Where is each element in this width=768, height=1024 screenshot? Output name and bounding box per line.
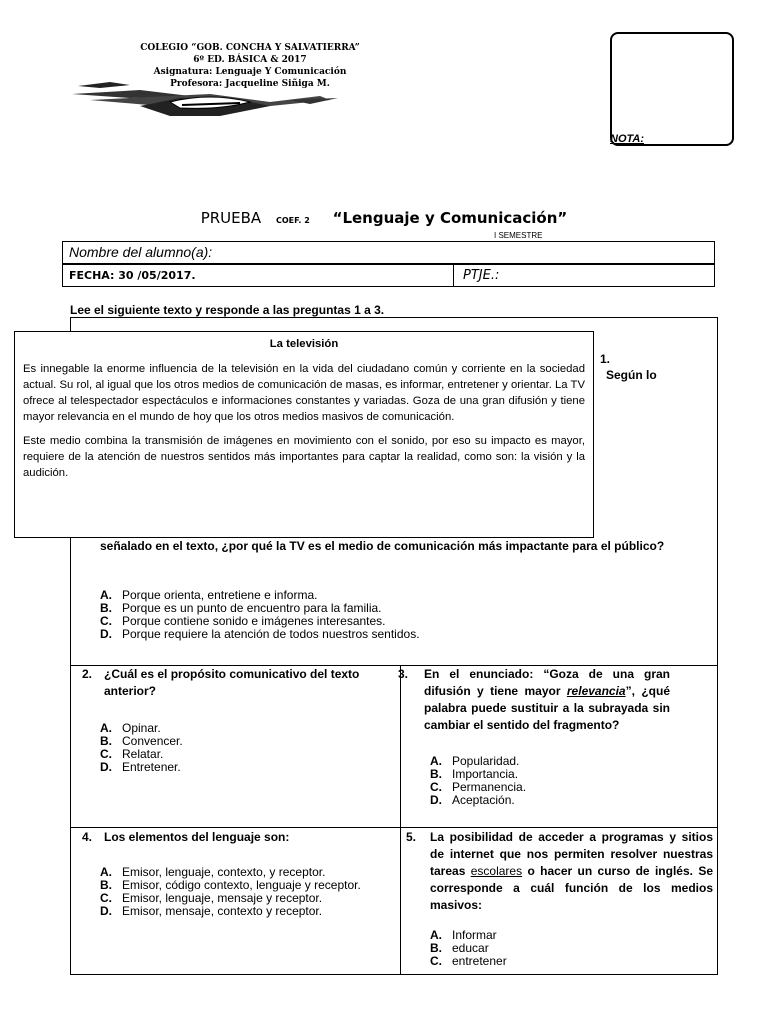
q5-option-c[interactable]: C. entretener bbox=[430, 954, 507, 968]
question-1-text: señalado en el texto, ¿por qué la TV es el medio de comunicación más impactante para el público? bbox=[100, 539, 665, 553]
q4-options bbox=[100, 866, 361, 918]
q4-option-d[interactable]: D. Emisor, mensaje, contexto y receptor. bbox=[100, 904, 323, 918]
q3-option-c[interactable]: C. Permanencia. bbox=[430, 780, 527, 794]
q1-number: 1. bbox=[600, 352, 611, 366]
grade-year: 6º ED. BÁSICA & 2017 bbox=[193, 55, 307, 65]
date-row bbox=[62, 264, 715, 287]
reading-paragraph-1: Es innegable la enorme influencia de la televisión en la vida del ciudadano común y corriente en la sociedad actual. Su rol, al igual que los otros medios de comunicación de masas, es informar, entretener y orientar. La TV ofrece al telespectador espectáculos e informaciones constantes y variadas. Goza de una gran difusión y tiene mayor relevancia en el mundo de hoy que los otros medios masivos de comunicación. bbox=[23, 363, 585, 423]
reading-paragraph-2: Este medio combina la transmisión de imágenes en movimiento con el sonido, por eso su impacto es mayor, requiere de la atención de nuestros sentidos más importantes para captar la realidad, como son: la visión y la audición. bbox=[23, 435, 585, 479]
teacher-line: Profesora: Jacqueline Siñiga M. bbox=[170, 79, 330, 89]
q1-option-b[interactable]: B. Porque es un punto de encuentro para la familia. bbox=[100, 601, 382, 615]
q1-option-d[interactable]: D. Porque requiere la atención de todos nuestros sentidos. bbox=[100, 627, 420, 641]
q3-number: 3. bbox=[398, 667, 409, 681]
q2-option-c[interactable]: C. Relatar. bbox=[100, 747, 164, 761]
q2-option-b[interactable]: B. Convencer. bbox=[100, 734, 183, 748]
q1-options bbox=[100, 589, 420, 641]
name-label: Nombre del alumno(a): bbox=[69, 244, 213, 260]
q4-option-a[interactable]: A. Emisor, lenguaje, contexto, y receptor. bbox=[100, 865, 326, 879]
q5-options bbox=[430, 929, 507, 968]
subject-line: Asignatura: Lenguaje Y Comunicación bbox=[153, 67, 347, 77]
score-field[interactable]: PTJE.: bbox=[463, 268, 500, 283]
reading-title: La televisión bbox=[269, 338, 339, 350]
q5-option-b[interactable]: B. educar bbox=[430, 941, 489, 955]
q1-option-c[interactable]: C. Porque contiene sonido e imágenes interesantes. bbox=[100, 614, 386, 628]
nota-label: NOTA: bbox=[610, 133, 645, 145]
reading-text-box bbox=[14, 331, 594, 538]
question-4-text: Los elementos del lenguaje son: bbox=[104, 830, 290, 844]
question-1-start bbox=[600, 351, 670, 383]
q1-option-a[interactable]: A. Porque orienta, entretiene e informa. bbox=[100, 588, 318, 602]
underlined-word: relevancia bbox=[566, 684, 626, 698]
school-name: COLEGIO “GOB. CONCHA Y SALVATIERRA” bbox=[140, 43, 360, 53]
question-3-text: En el enunciado: “Goza de una gran difusión y tiene mayor relevancia”, ¿qué palabra puede sustituir a la subrayada sin cambiar el sentido del fragmento? bbox=[424, 667, 670, 732]
date-label: FECHA: 30 /05/2017. bbox=[69, 269, 196, 282]
instructions: Lee el siguiente texto y responde a las preguntas 1 a 3. bbox=[70, 303, 385, 317]
q2-option-d[interactable]: D. Entretener. bbox=[100, 760, 181, 774]
column-divider bbox=[400, 665, 401, 975]
row-divider bbox=[70, 827, 718, 828]
q4-option-b[interactable]: B. Emisor, código contexto, lenguaje y receptor. bbox=[100, 878, 361, 892]
q2-options bbox=[100, 722, 183, 774]
exam-title bbox=[0, 209, 768, 227]
q3-option-d[interactable]: D. Aceptación. bbox=[430, 793, 515, 807]
question-2-text: ¿Cuál es el propósito comunicativo del texto anterior? bbox=[104, 667, 360, 698]
subject-title: “Lenguaje y Comunicación” bbox=[332, 209, 568, 227]
q3-option-b[interactable]: B. Importancia. bbox=[430, 767, 519, 781]
semester-label: I SEMESTRE bbox=[494, 231, 543, 240]
underlined-word: escolares bbox=[470, 864, 523, 878]
question-5-text: La posibilidad de acceder a programas y sitios de internet que nos permiten resolver nuestras tareas escolares o hacer un curso de inglés. Se corresponde a cuál función de los medios masivos: bbox=[430, 830, 714, 912]
q4-option-c[interactable]: C. Emisor, lenguaje, mensaje y receptor. bbox=[100, 891, 323, 905]
q5-number: 5. bbox=[406, 830, 417, 844]
q2-number: 2. bbox=[82, 667, 93, 681]
q4-number: 4. bbox=[82, 830, 93, 844]
date-separator bbox=[453, 265, 454, 286]
q3-options bbox=[430, 755, 526, 807]
coef-label: COEF. 2 bbox=[275, 216, 310, 225]
prueba-label: PRUEBA bbox=[200, 209, 262, 227]
school-logo-icon bbox=[70, 76, 340, 122]
q5-option-a[interactable]: A. Informar bbox=[430, 928, 497, 942]
student-name-field[interactable] bbox=[62, 241, 715, 264]
grade-box[interactable] bbox=[610, 32, 734, 146]
q2-option-a[interactable]: A. Opinar. bbox=[100, 721, 161, 735]
q1-start-text: Según lo bbox=[606, 368, 657, 382]
q3-option-a[interactable]: A. Popularidad. bbox=[430, 754, 520, 768]
